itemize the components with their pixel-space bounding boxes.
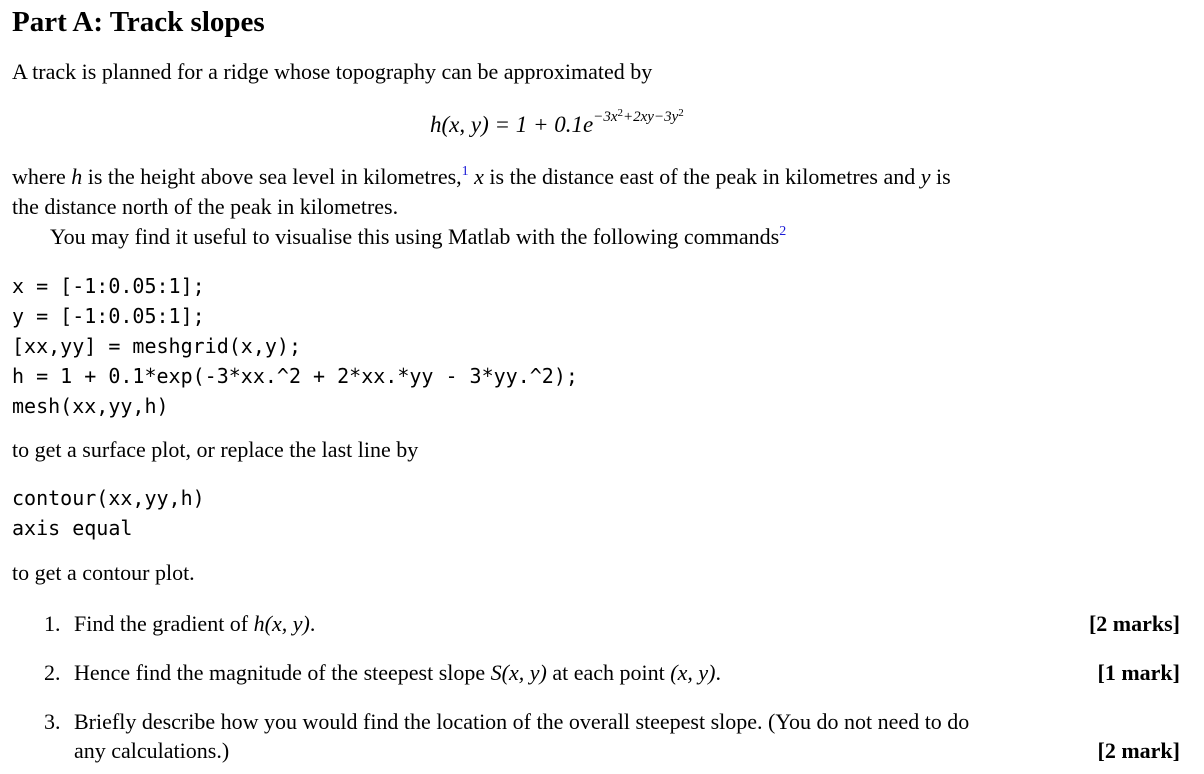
- exponent-part: +2xy−3y: [623, 109, 679, 125]
- text-fragment: is the height above sea level in kilometres,: [82, 164, 462, 189]
- math-y: y: [920, 164, 931, 189]
- code-line: h = 1 + 0.1*exp(-3*xx.^2 + 2*xx.*yy - 3*yy.^2);: [12, 364, 578, 388]
- where-paragraph-line1: [12, 164, 951, 190]
- text-fragment: where: [12, 164, 72, 189]
- text-fragment: Hence find the magnitude of the steepest slope: [74, 660, 491, 685]
- question-2-text: [74, 660, 721, 686]
- text-fragment: .: [715, 660, 721, 685]
- text-fragment: at each point: [546, 660, 671, 685]
- code-line: [xx,yy] = meshgrid(x,y);: [12, 334, 301, 358]
- question-3-number: 3.: [44, 709, 61, 734]
- text-fragment: is: [930, 164, 951, 189]
- height-equation: [430, 107, 684, 138]
- text-fragment: Find the gradient of: [74, 611, 254, 636]
- math-h-xy: h(x, y): [253, 611, 310, 636]
- exponent-part: −3x: [593, 109, 618, 125]
- footnote-marker-2[interactable]: 2: [779, 224, 787, 239]
- question-2-marks: [1 mark]: [1097, 660, 1180, 685]
- intro-paragraph: A track is planned for a ridge whose topography can be approximated by: [12, 59, 653, 84]
- section-title: Part A: Track slopes: [12, 6, 265, 38]
- matlab-intro-paragraph: [50, 224, 786, 250]
- math-x: x: [474, 164, 484, 189]
- code-line: x = [-1:0.05:1];: [12, 274, 205, 298]
- code-line: axis equal: [12, 516, 133, 540]
- text-fragment: .: [309, 611, 316, 636]
- math-point-xy: (x, y): [670, 660, 716, 685]
- question-1-text: [74, 611, 315, 637]
- question-2-number: 2.: [44, 660, 61, 685]
- question-1-marks: [2 marks]: [1088, 611, 1180, 636]
- math-s-xy: S(x, y): [490, 660, 547, 685]
- exponent-square: 2: [617, 107, 624, 119]
- code-line: mesh(xx,yy,h): [12, 394, 169, 418]
- equation-lhs: h(x, y) = 1 + 0.1e: [430, 112, 594, 137]
- equation-exponent: [593, 109, 684, 125]
- question-1-number: 1.: [44, 611, 61, 636]
- math-h: h: [71, 164, 83, 189]
- code-line: y = [-1:0.05:1];: [12, 304, 205, 328]
- question-3-text-line1: Briefly describe how you would find the location of the overall steepest slope. (You do not need to do: [74, 709, 970, 734]
- question-3-text-line2: any calculations.): [74, 738, 230, 763]
- contour-plot-paragraph: to get a contour plot.: [12, 560, 195, 585]
- question-3-marks: [2 mark]: [1097, 738, 1180, 763]
- text-fragment: is the distance east of the peak in kilometres and: [483, 164, 921, 189]
- footnote-marker-1[interactable]: 1: [461, 164, 469, 179]
- exponent-square: 2: [678, 107, 684, 119]
- code-line: contour(xx,yy,h): [12, 486, 205, 510]
- surface-plot-paragraph: to get a surface plot, or replace the last line by: [12, 437, 419, 462]
- text-fragment: You may find it useful to visualise this using Matlab with the following commands: [50, 224, 780, 249]
- where-paragraph-line2: the distance north of the peak in kilometres.: [12, 194, 399, 219]
